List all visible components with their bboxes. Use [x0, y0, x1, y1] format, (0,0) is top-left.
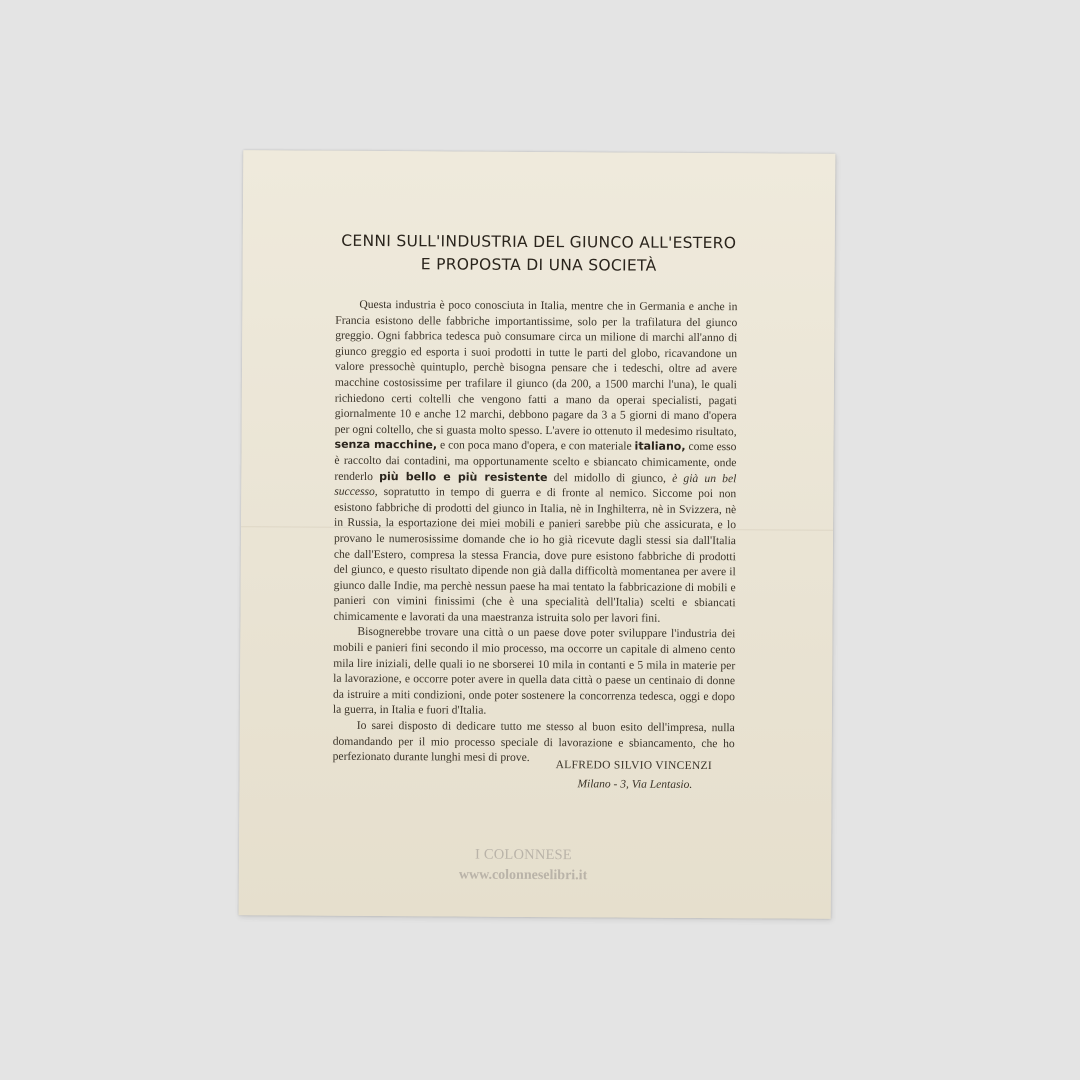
document-body	[333, 297, 738, 767]
p1-text-4: del midollo di giunco,	[553, 470, 666, 485]
p1-text-1: Questa industria è poco conosciuta in Italia, mentre che in Germania e anche in Francia esistono delle fabbriche importantissime, solo per la trafilatura del giunco greggio. Ogni fabbrica tedesca può consumare circa un milione di marchi all'anno di giunco greggio ed esporta i suoi prodotti in tutte le parti del globo, ricavandone un valore pressochè quintuplo, perchè bisogna pensare che i tedeschi, oltre ad avere macchine costosissime per trafilare il giunco (da 200, a 1500 marchi l'una), le quali richiedono certi coltelli che vengono fatti a mano da operai specialisti, pagati giornalmente 10 e anche 12 marchi, debbono pagare da 3 a 5 giorni di mano d'opera per ogni coltello, che si guasta molto spesso. L'avere io ottenuto il medesimo risultato,	[334, 297, 738, 438]
p1-text-3: come esso è raccolto dai contadini, ma opportunamente scelto e sbiancato chimicamente, onde renderlo	[334, 440, 737, 483]
p1-text-5: sopratutto in tempo di guerra e di fronte al nemico. Siccome poi non esistono fabbriche di prodotti del giunco in Italia, nè in Inghilterra, nè in Svizzera, nè in Russia, la esportazione dei miei mobili e panieri sarebbe più che assicurata, e lo provano le numerosissime domande che io ho già ricevute dagli stessi sia dall'Italia che dall'Estero, compresa la stessa Francia, dove pure esistono fabbriche di prodotti del giunco, e questo risultato dipende non già dalla difficoltà momentanea per avere il giunco dalle Indie, ma perchè nessun paese ha mai tentato la fabbricazione di mobili e panieri con vimini finissimi (che è una specialità dell'Italia) scelti e sbiancati chimicamente e lavorati da una maestranza istruita solo per lavori fini.	[333, 485, 737, 625]
document-sheet	[239, 150, 836, 919]
p1-bold-1: senza macchine,	[334, 438, 438, 452]
p1-italic-1: è già un bel successo,	[334, 471, 737, 499]
p1-bold-3: più bello e più resistente	[379, 469, 548, 484]
p1-bold-2: italiano,	[634, 439, 686, 454]
document-title	[243, 229, 835, 279]
title-line-2: E PROPOSTA DI UNA SOCIETÀ	[420, 255, 657, 275]
watermark-brand: I COLONNESE	[474, 846, 572, 864]
paragraph-3: Io sarei disposto di dedicare tutto me stesso al buon esito dell'impresa, nulla domandando per il mio processo speciale di lavorazione e sbiancamento, che ho perfezionato durante lunghi mesi di prove.	[332, 718, 735, 765]
paragraph-2: Bisognerebbe trovare una città o un paese dove poter sviluppare l'industria dei mobili e panieri fini secondo il mio processo, ma occorre un capitale di almeno cento mila lire iniziali, delle quali io ne sborserei 10 mila in contanti e 5 mila in materie per la lavorazione, e occorre poter avere in quella data città o paese un centinaio di donne da istruire a miti condizioni, onde poter sostenere la concorrenza tedesca, oggi e dopo la guerra, in Italia e fuori d'Italia.	[332, 625, 736, 718]
p1-text-2: e con poca mano d'opera, e con materiale	[439, 438, 632, 453]
paragraph-1	[333, 297, 737, 627]
title-line-1: CENNI SULL'INDUSTRIA DEL GIUNCO ALL'ESTERO	[341, 231, 737, 253]
watermark-url: www.colonneselibri.it	[458, 867, 588, 884]
signature: ALFREDO SILVIO VINCENZI	[555, 759, 713, 773]
address: Milano - 3, Via Lentasio.	[577, 778, 693, 791]
